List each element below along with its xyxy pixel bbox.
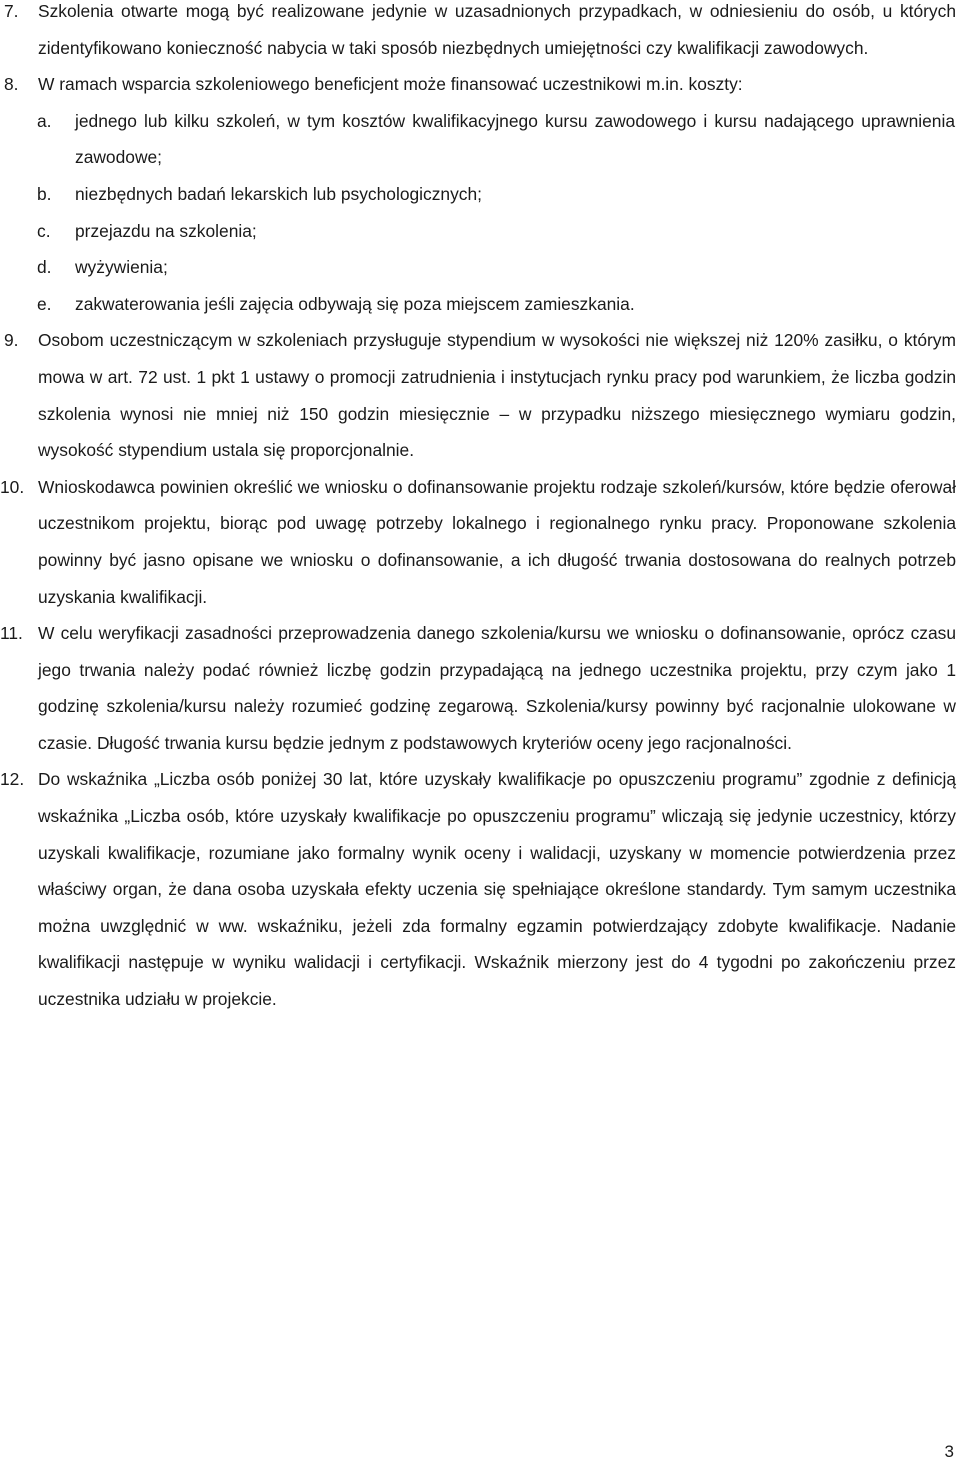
item-text: Osobom uczestniczącym w szkoleniach przysługuje stypendium w wysokości nie większej niż 120% zasiłku, o którym mowa w art. 72 ust. 1 pkt 1 ustawy o promocji zatrudnienia i instytucjach rynku pracy pod warunkiem, że liczba godzin szkolenia wynosi nie mniej niż 150 godzin miesięcznie – w przypadku niższego miesięcznego wymiaru godzin, wysokość stypendium ustala się proporcjonalnie. (38, 330, 956, 461)
sub-item-letter: a. (37, 110, 52, 131)
list-item-7 (0, 0, 956, 66)
sub-item-text: wyżywienia; (75, 257, 168, 278)
item-number: 11. (0, 623, 23, 644)
sub-item-letter: c. (37, 220, 51, 241)
item-number: 7. (4, 1, 19, 21)
sub-item-text: jednego lub kilku szkoleń, w tym kosztów kwalifikacyjnego kursu zawodowego i kursu nadającego uprawnienia zawodowe; (75, 110, 955, 168)
sub-item-e (0, 286, 955, 323)
sub-item-b (0, 176, 955, 213)
item-number: 10. (0, 476, 25, 497)
list-item-12 (0, 761, 956, 1017)
item-text: Do wskaźnika „Liczba osób poniżej 30 lat, które uzyskały kwalifikacje po opuszczeniu programu” zgodnie z definicją wskaźnika „Liczba osób, które uzyskały kwalifikacje po opuszczeniu programu” wliczają się jedynie uczestnicy, którzy uzyskali kwalifikacje, rozumiane jako formalny wynik oceny i walidacji, uzyskany w momencie potwierdzenia przez właściwy organ, że dana osoba uzyskała efekty uczenia się spełniające określone standardy. Tym samym uczestnika można uwzględnić w ww. wskaźniku, jeżeli zda formalny egzamin potwierdzający zdobyte kwalifikacje. Nadanie kwalifikacji następuje w wyniku walidacji i certyfikacji. Wskaźnik mierzony jest do 4 tygodni po zakończeniu przez uczestnika udziału w projekcie. (38, 769, 956, 1010)
sub-item-letter: d. (37, 257, 52, 278)
sub-item-a (0, 103, 955, 176)
sub-item-letter: e. (37, 293, 52, 314)
sub-item-d (0, 249, 955, 286)
item-number: 9. (4, 330, 19, 351)
list-item-9 (0, 322, 956, 468)
item-text: W ramach wsparcia szkoleniowego beneficjent może finansować uczestnikowi m.in. koszty: (38, 74, 743, 95)
item-number: 12. (0, 769, 25, 790)
item-text: W celu weryfikacji zasadności przeprowadzenia danego szkolenia/kursu we wniosku o dofinansowanie, oprócz czasu jego trwania należy podać również liczbę godzin przypadającą na jednego uczestnika projektu, przy czym jako 1 godzinę szkolenia/kursu należy rozumieć godzinę zegarową. Szkolenia/kursy powinny być racjonalnie ulokowane w czasie. Długość trwania kursu będzie jednym z podstawowych kryteriów oceny jego racjonalności. (38, 623, 956, 753)
sub-item-c (0, 213, 955, 250)
item-text: Wnioskodawca powinien określić we wniosku o dofinansowanie projektu rodzaje szkoleń/kursów, które będzie oferował uczestnikom projektu, biorąc pod uwagę potrzeby lokalnego i regionalnego rynku pracy. Proponowane szkolenia powinny być jasno opisane we wniosku o dofinansowanie, a ich długość trwania dostosowana do realnych potrzeb uzyskania kwalifikacji. (38, 476, 956, 607)
item-number: 8. (4, 74, 19, 95)
sub-item-text: przejazdu na szkolenia; (75, 220, 257, 241)
page-number: 3 (944, 1442, 954, 1461)
sub-item-text: niezbędnych badań lekarskich lub psychologicznych; (75, 183, 482, 204)
item-text: Szkolenia otwarte mogą być realizowane jedynie w uzasadnionych przypadkach, w odniesieniu do osób, u których zidentyfikowano konieczność nabycia w taki sposób niezbędnych umiejętności czy kwalifikacji zawodowych. (38, 1, 956, 58)
sub-item-letter: b. (37, 183, 52, 204)
list-item-11 (0, 615, 956, 761)
list-item-10 (0, 469, 956, 615)
list-item-8 (0, 66, 956, 103)
sub-item-text: zakwaterowania jeśli zajęcia odbywają się poza miejscem zamieszkania. (75, 293, 635, 314)
